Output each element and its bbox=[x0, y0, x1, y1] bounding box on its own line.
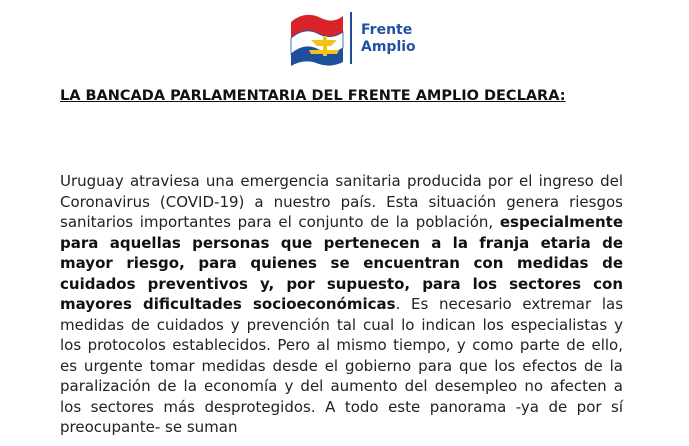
frente-amplio-logo bbox=[287, 10, 417, 66]
paragraph-text-2: . Es necesario extremar las medidas de cuidados y prevención tal cual lo indican los especialistas y los protocolos establecidos. Pero al mismo tiempo, y como parte de ello, es urgente tomar medidas desde el gobierno para que los efectos de la paralización de la economía y del aumento del desempleo no afecten a los sectores más desprotegidos. A todo este panorama -ya de por sí preocupante- se suman bbox=[60, 295, 624, 436]
paragraph-emphasis: especialmente para aquellas personas que pertenecen a la franja etaria de mayor riesgo, para quienes se encuentran con medidas de cuidados preventivos y, por supuesto, para los sectores con mayores dificultades socioeconómicas bbox=[60, 213, 623, 313]
declaration-heading: LA BANCADA PARLAMENTARIA DEL FRENTE AMPLIO DECLARA: bbox=[60, 88, 566, 104]
frente-amplio-flag-icon bbox=[287, 10, 347, 66]
paragraph-text-1: Uruguay atraviesa una emergencia sanitaria producida por el ingreso del Coronavirus (COVID-19) a nuestro país. Esta situación genera riesgos sanitarios importantes para el conjunto de la población, bbox=[60, 172, 623, 231]
logo-divider bbox=[350, 12, 352, 64]
declaration-paragraph bbox=[60, 171, 623, 438]
logo-line-1: Frente bbox=[361, 22, 413, 38]
logo-wordmark bbox=[361, 22, 416, 56]
logo-line-2: Amplio bbox=[361, 39, 416, 55]
